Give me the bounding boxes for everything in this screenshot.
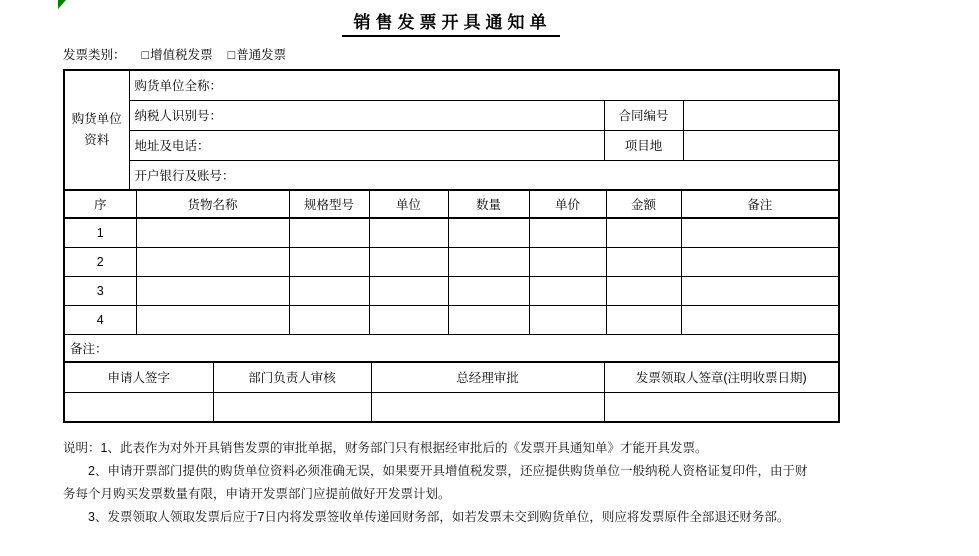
checkbox-icon[interactable]: □ bbox=[141, 48, 150, 62]
goods-row-3 bbox=[64, 276, 839, 305]
option-ordinary-invoice[interactable] bbox=[228, 45, 287, 63]
goods-item-cell[interactable] bbox=[448, 305, 529, 334]
goods-item-cell[interactable] bbox=[681, 218, 839, 247]
applicant-signature-cell[interactable] bbox=[64, 392, 213, 422]
applicant-signature-label: 申请人签字 bbox=[64, 362, 213, 392]
bank-account-cell[interactable] bbox=[129, 160, 839, 190]
remarks-cell[interactable] bbox=[64, 334, 839, 362]
note-line-2: 2、申请开票部门提供的购货单位资料必须准确无误，如果要开具增值税发票，还应提供购货单位一般纳税人资格证复印件，由于财 bbox=[88, 464, 808, 478]
option-ordinary-label: 普通发票 bbox=[236, 48, 287, 62]
option-vat-label: 增值税发票 bbox=[150, 48, 213, 62]
goods-item-cell[interactable] bbox=[606, 247, 681, 276]
col-header-quantity: 数量 bbox=[448, 190, 529, 218]
goods-item-cell[interactable] bbox=[136, 218, 289, 247]
goods-item-cell[interactable] bbox=[136, 276, 289, 305]
goods-item-cell[interactable] bbox=[369, 247, 448, 276]
goods-item-cell[interactable] bbox=[606, 305, 681, 334]
gm-approval-label: 总经理审批 bbox=[371, 362, 604, 392]
goods-item-cell[interactable] bbox=[606, 218, 681, 247]
goods-item-cell[interactable] bbox=[289, 247, 369, 276]
goods-header-row bbox=[64, 190, 839, 218]
row-number: 2 bbox=[64, 247, 136, 276]
contract-no-label: 合同编号 bbox=[604, 100, 683, 130]
row-number: 1 bbox=[64, 218, 136, 247]
goods-item-cell[interactable] bbox=[448, 276, 529, 305]
address-phone-cell[interactable] bbox=[129, 130, 604, 160]
goods-item-cell[interactable] bbox=[529, 247, 606, 276]
bank-account-label: 开户银行及账号： bbox=[134, 168, 235, 183]
gm-approval-cell[interactable] bbox=[371, 392, 604, 422]
goods-item-cell[interactable] bbox=[369, 305, 448, 334]
title-row bbox=[63, 8, 838, 36]
goods-item-cell[interactable] bbox=[681, 276, 839, 305]
goods-item-cell[interactable] bbox=[289, 305, 369, 334]
goods-item-cell[interactable] bbox=[529, 305, 606, 334]
goods-item-cell[interactable] bbox=[369, 218, 448, 247]
tax-id-label: 纳税人识别号： bbox=[134, 109, 223, 123]
project-site-value-cell[interactable] bbox=[683, 130, 839, 160]
row-number: 3 bbox=[64, 276, 136, 305]
goods-row-1 bbox=[64, 218, 839, 247]
page-title: 销售发票开具通知单 bbox=[342, 8, 560, 37]
col-header-seq: 序 bbox=[64, 190, 136, 218]
tax-id-cell[interactable] bbox=[129, 100, 604, 130]
goods-item-cell[interactable] bbox=[136, 305, 289, 334]
col-header-spec: 规格型号 bbox=[289, 190, 369, 218]
invoice-recipient-seal-label: 发票领取人签章(注明收票日期) bbox=[604, 362, 839, 392]
remarks-label: 备注： bbox=[70, 341, 108, 356]
buyer-full-name-label: 购货单位全称： bbox=[134, 79, 223, 94]
goods-item-cell[interactable] bbox=[681, 247, 839, 276]
note-line-1: 说明：1、此表作为对外开具销售发票的审批单据，财务部门只有根据经审批后的《发票开具通知单》才能开具发票。 bbox=[63, 441, 708, 455]
goods-row-2 bbox=[64, 247, 839, 276]
goods-table bbox=[63, 189, 840, 363]
row-number: 4 bbox=[64, 305, 136, 334]
goods-row-4 bbox=[64, 305, 839, 334]
note-line-3: 务每个月购买发票数量有限，申请开发票部门应提前做好开发票计划。 bbox=[63, 487, 451, 501]
col-header-amount: 金额 bbox=[606, 190, 681, 218]
goods-item-cell[interactable] bbox=[681, 305, 839, 334]
approval-header-row bbox=[64, 362, 839, 392]
notes-block bbox=[63, 437, 931, 529]
goods-item-cell[interactable] bbox=[529, 218, 606, 247]
checkbox-icon[interactable]: □ bbox=[227, 48, 236, 62]
invoice-notice-form bbox=[63, 0, 838, 524]
approval-table bbox=[63, 361, 840, 423]
remarks-row bbox=[64, 334, 839, 362]
contract-no-value-cell[interactable] bbox=[683, 100, 839, 130]
col-header-remarks: 备注 bbox=[681, 190, 839, 218]
col-header-unit-price: 单价 bbox=[529, 190, 606, 218]
buyer-full-name-cell[interactable] bbox=[129, 70, 839, 100]
invoice-type-label: 发票类别： bbox=[63, 48, 126, 62]
approval-blank-row bbox=[64, 392, 839, 422]
project-site-label: 项目地 bbox=[604, 130, 683, 160]
goods-item-cell[interactable] bbox=[448, 247, 529, 276]
dept-head-review-label: 部门负责人审核 bbox=[213, 362, 371, 392]
goods-item-cell[interactable] bbox=[289, 218, 369, 247]
goods-item-cell[interactable] bbox=[369, 276, 448, 305]
buyer-info-table bbox=[63, 69, 840, 191]
buyer-section-label: 购货单位资料 bbox=[64, 70, 129, 190]
note-line-4: 3、发票领取人领取发票后应于7日内将发票签收单传递回财务部，如若发票未交到购货单位，则应将发票原件全部退还财务部。 bbox=[88, 510, 790, 524]
goods-item-cell[interactable] bbox=[448, 218, 529, 247]
goods-item-cell[interactable] bbox=[136, 247, 289, 276]
invoice-type-row bbox=[63, 45, 838, 63]
col-header-goods-name: 货物名称 bbox=[136, 190, 289, 218]
option-vat-invoice[interactable] bbox=[142, 45, 213, 63]
dept-head-review-cell[interactable] bbox=[213, 392, 371, 422]
goods-item-cell[interactable] bbox=[606, 276, 681, 305]
goods-item-cell[interactable] bbox=[289, 276, 369, 305]
goods-item-cell[interactable] bbox=[529, 276, 606, 305]
col-header-unit: 单位 bbox=[369, 190, 448, 218]
address-phone-label: 地址及电话： bbox=[134, 139, 210, 153]
invoice-recipient-seal-cell[interactable] bbox=[604, 392, 839, 422]
